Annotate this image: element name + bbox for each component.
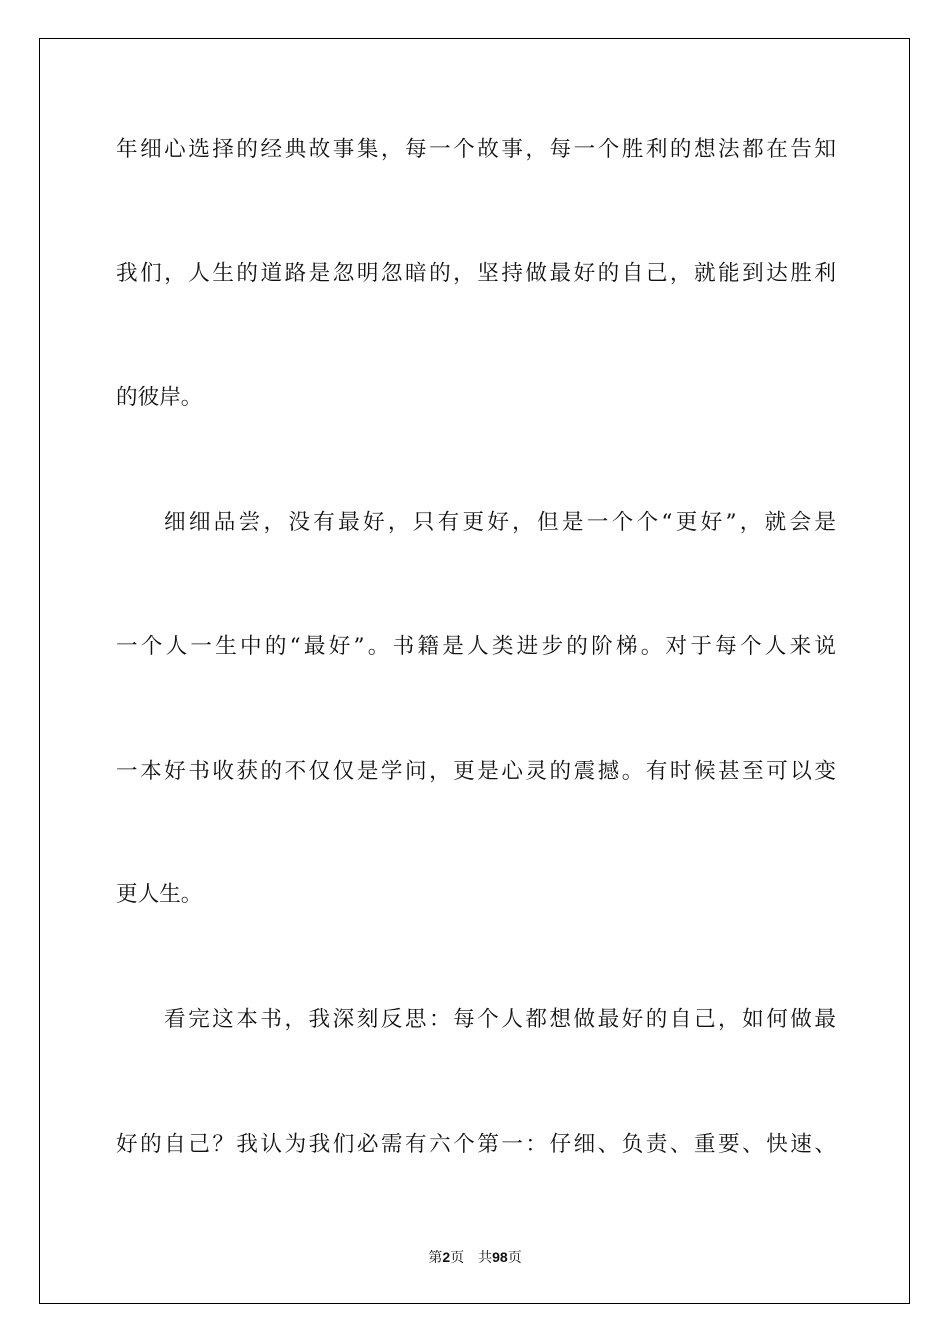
body-line-4: 细细品尝，没有最好，只有更好，但是一个个“更好”，就会是	[164, 510, 836, 535]
body-line-8: 看完这本书，我深刻反思：每个人都想做最好的自己，如何做最	[164, 1007, 836, 1032]
total-prefix: 共	[478, 1250, 493, 1266]
page-footer	[0, 1247, 950, 1268]
page-suffix: 页	[450, 1250, 465, 1266]
total-pages: 98	[492, 1249, 508, 1265]
body-line-3: 的彼岸。	[116, 385, 203, 410]
body-line-5: 一个人一生中的“最好”。书籍是人类进步的阶梯。对于每个人来说	[116, 634, 836, 659]
body-line-7: 更人生。	[116, 882, 203, 907]
page-border	[39, 38, 910, 1304]
body-line-1: 年细心选择的经典故事集，每一个故事，每一个胜利的想法都在告知	[116, 137, 836, 162]
page-prefix: 第	[428, 1250, 443, 1266]
total-suffix: 页	[507, 1250, 522, 1266]
body-line-2: 我们，人生的道路是忽明忽暗的，坚持做最好的自己，就能到达胜利	[116, 261, 836, 286]
body-line-9: 好的自己？我认为我们必需有六个第一：仔细、负责、重要、快速、	[116, 1132, 836, 1157]
body-line-6: 一本好书收获的不仅仅是学问，更是心灵的震撼。有时候甚至可以变	[116, 759, 836, 784]
page-number: 2	[442, 1249, 451, 1265]
